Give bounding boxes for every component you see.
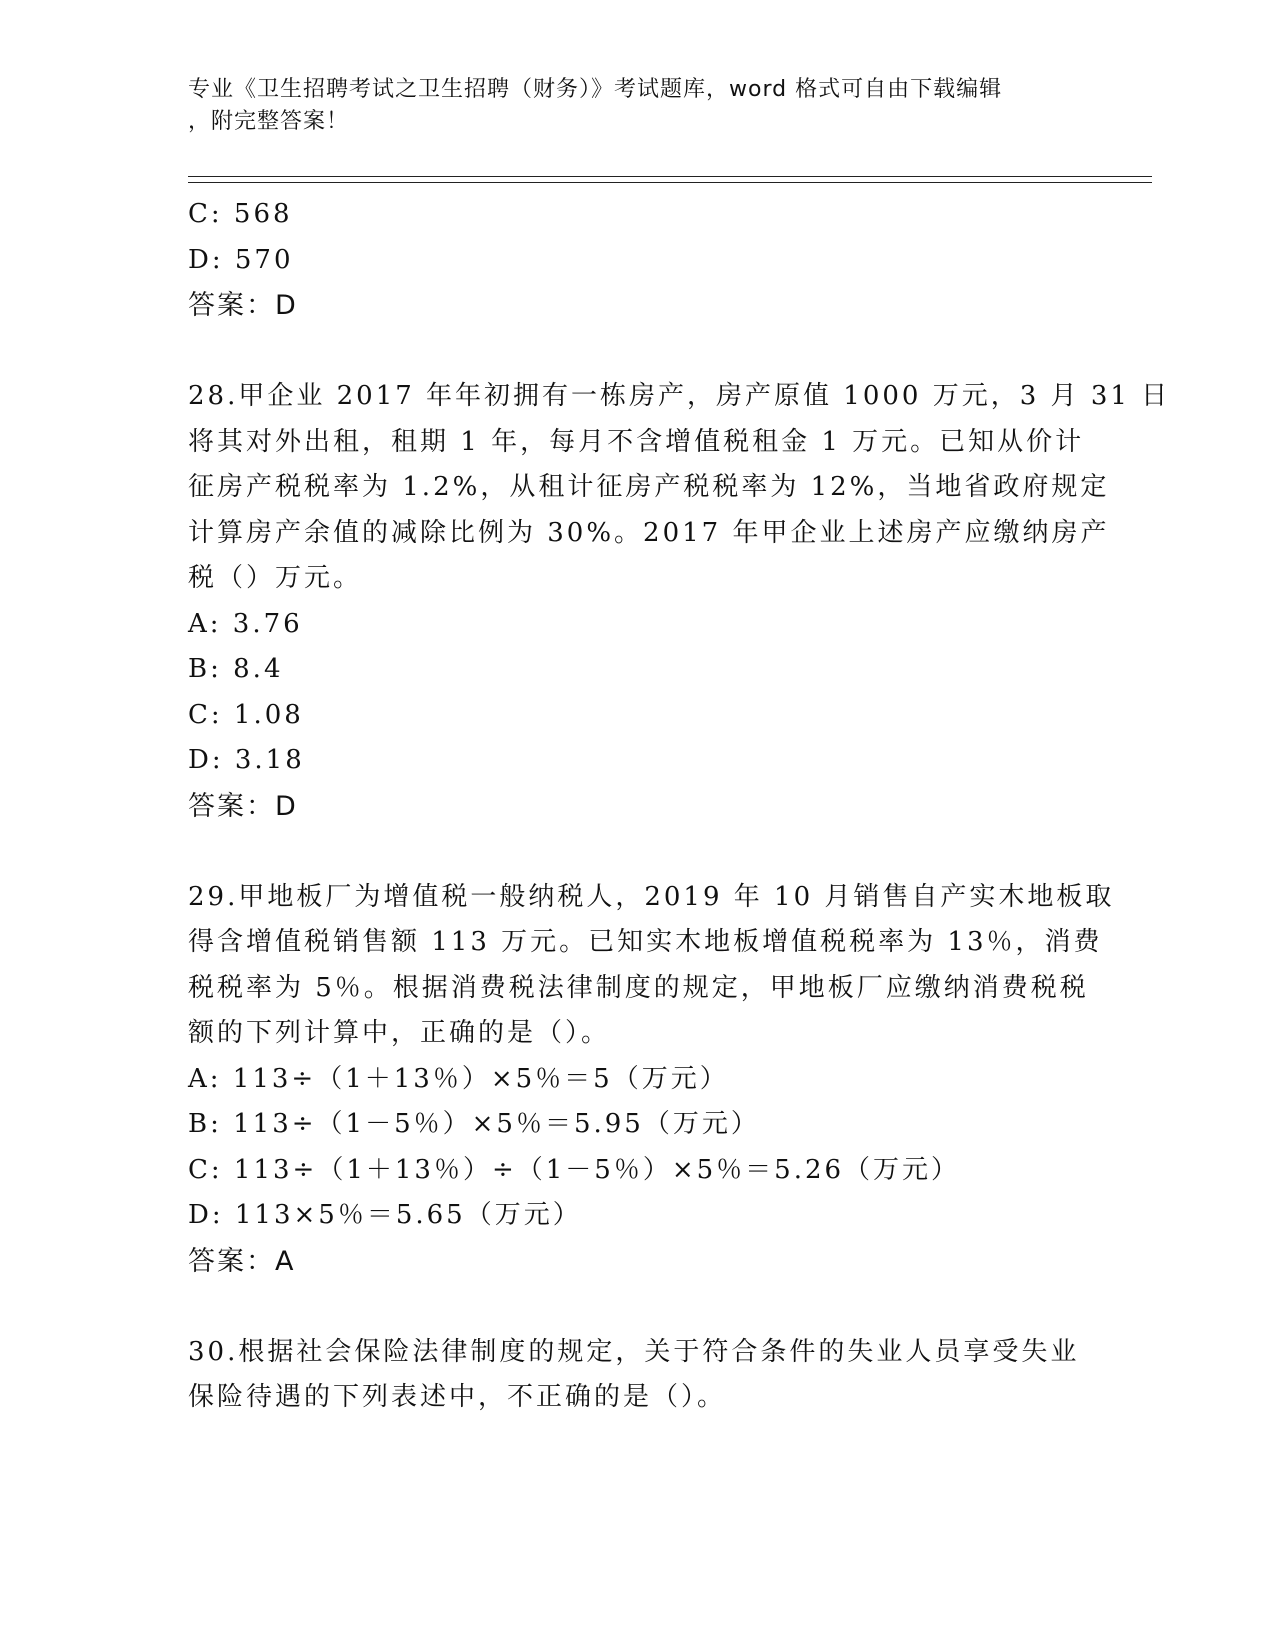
spacer (188, 329, 1088, 375)
question-28 (188, 374, 1171, 829)
question-stem-line: 计算房产余值的减除比例为 30%。2017 年甲企业上述房产应缴纳房产 (188, 517, 1110, 548)
question-29 (188, 875, 1115, 1285)
header-divider-bottom (188, 182, 1152, 183)
question-27-tail (188, 192, 1088, 329)
page-header (188, 74, 1068, 138)
spacer (188, 829, 1088, 875)
option-c: C: 113÷（1＋13％）÷（1－5％）×5％＝5.26（万元） (188, 1154, 961, 1185)
answer-label: 答案：D (188, 290, 298, 321)
option-b: B: 8.4 (188, 654, 284, 684)
option-a: A: 113÷（1＋13％）×5％＝5（万元） (188, 1063, 729, 1094)
header-line-1: 专业《卫生招聘考试之卫生招聘（财务）》考试题库，word 格式可自由下载编辑 (188, 77, 1003, 102)
option-d: D: 570 (188, 244, 294, 275)
question-content (188, 192, 1171, 1421)
spacer (188, 1284, 1088, 1330)
answer-label: 答案：D (188, 790, 298, 822)
question-stem-line: 额的下列计算中，正确的是（）。 (188, 1018, 611, 1048)
question-stem-line: 30.根据社会保险法律制度的规定，关于符合条件的失业人员享受失业 (188, 1336, 1080, 1367)
question-stem-line: 税税率为 5％。根据消费税法律制度的规定，甲地板厂应缴纳消费税税 (188, 972, 1089, 1003)
header-divider-top (188, 176, 1152, 177)
option-d: D: 3.18 (188, 745, 305, 775)
question-stem-line: 得含增值税销售额 113 万元。已知实木地板增值税税率为 13％，消费 (188, 927, 1103, 957)
question-stem-line: 保险待遇的下列表述中，不正确的是（）。 (188, 1382, 727, 1412)
option-a: A: 3.76 (188, 608, 303, 639)
option-c: C: 568 (188, 199, 293, 229)
option-b: B: 113÷（1－5％）×5％＝5.95（万元） (188, 1109, 760, 1139)
question-stem-line: 29.甲地板厂为增值税一般纳税人，2019 年 10 月销售自产实木地板取 (188, 881, 1115, 912)
question-stem-line: 28.甲企业 2017 年年初拥有一栋房产，房产原值 1000 万元，3 月 31 日 (188, 381, 1171, 411)
option-d: D: 113×5％＝5.65（万元） (188, 1200, 582, 1230)
option-c: C: 1.08 (188, 699, 304, 730)
question-stem-line: 将其对外出租，租期 1 年，每月不含增值税租金 1 万元。已知从价计 (188, 426, 1085, 457)
question-stem-line: 税（）万元。 (188, 563, 363, 593)
question-stem-line: 征房产税税率为 1.2%，从租计征房产税税率为 12%，当地省政府规定 (188, 472, 1110, 502)
question-30 (188, 1330, 1088, 1421)
header-line-2: ，附完整答案！ (188, 109, 350, 134)
answer-label: 答案：A (188, 1245, 296, 1277)
